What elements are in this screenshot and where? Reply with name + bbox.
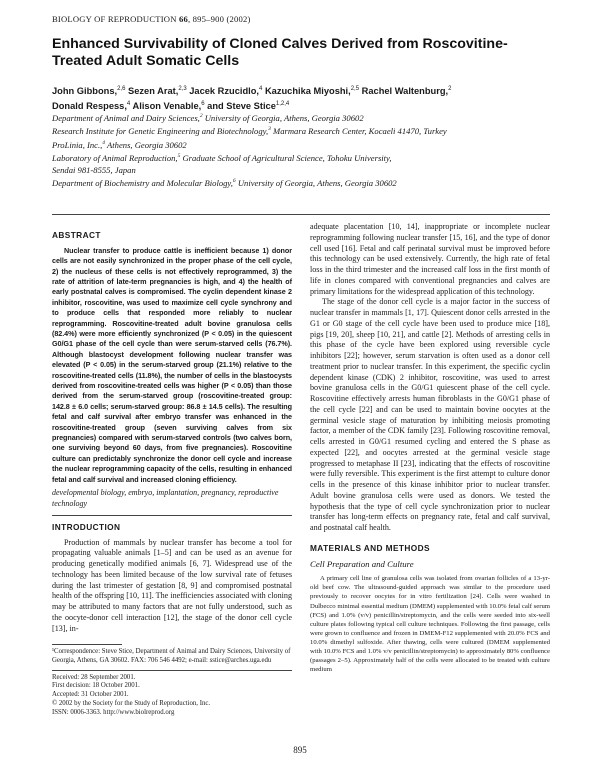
author: John Gibbons,$^{2,6}$: [52, 86, 126, 97]
affiliation-line: ProLinia, Inc.,$^4$ Athens, Georgia 30602: [52, 139, 187, 150]
affiliation-line: Research Institute for Genetic Engineering and Biotechnology,$^3$ Marmara Research Center, Kocaeli 41470, Turkey: [52, 126, 447, 137]
journal-pages: 895–900 (2002): [192, 14, 251, 24]
author: Alison Venable,$^6$: [132, 101, 205, 112]
correspondence-footnote: [52, 648, 292, 718]
article-dates: [52, 674, 292, 718]
introduction-continued: adequate placentation [10, 14], inappropriate or incomplete nuclear reprogramming following nuclear transfer [15, 16], and the type of donor cell used [16]. Fetal and calf perinatal survival must be improved before this technology can be used extensively. Currently, the high rate of fetal loss in the third trimester and the increased calf loss in the first month of life in clones compared with conventional pregnancies and calves are primary limitations for the widespread application of this technology.: [310, 222, 550, 296]
introduction-paragraph-2: The stage of the donor cell cycle is a major factor in the success of nuclear transfer in mammals [1, 17]. Quiescent donor cells arrested in the G1 or G0 stage of the cell cycle have been used to produce mice [18], pigs [19, 20], sheep [10, 21], and cattle [2]. Methods of arresting cells in this phase of the cycle have been explored using reversible cycle inhibitors [22]; however, serum starvation is often used as a donor cell treatment prior to nuclear transfer. In this experiment, the specific cyclin dependent kinase (CDK) 2 inhibitor, roscovitine, was used to arrest bovine granulosa cells in the G0/G1 quiescent phase of the cell cycle. Roscovitine effectively arrests human fibroblasts in the G0/G1 phase of the cell cycle [22] and can be used to maintain bovine oocytes at the germinal vesicle stage of maturation by inhibiting meiosis promoting factor, a member of the CDK family [23]. Following roscovitine removal, cells arrested in G0/G1 resumed cycling and entered the S phase as expected [22], and oocytes arrested at the germinal vesicle stage progressed to metaphase II [23], indicating that the effects of roscovitine were fully reversible. This experiment is the first attempt to culture donor cells in the presence of this kinase inhibitor prior to nuclear transfer. Adult bovine granulosa cells were used as donors. We tested the hypothesis that the type of cell cycle synchronization prior to nuclear transfer has long-term effects on pregnancy rate, fetal and calf survival, and postnatal calf health.: [310, 297, 550, 532]
received-date: Received: 28 September 2001.: [52, 673, 136, 681]
page-number: 895: [293, 745, 307, 755]
section-divider: [52, 515, 292, 516]
author: and Steve Stice$^{1,2,4}$: [207, 101, 290, 112]
abstract: [52, 246, 292, 485]
methods-subheading: Cell Preparation and Culture: [310, 558, 414, 569]
author: Kazuchika Miyoshi,$^{2,5}$: [264, 86, 360, 97]
article-title: Enhanced Survivability of Cloned Calves Derived from Roscovitine-Treated Adult Somatic Cells: [52, 36, 508, 69]
issn-line: ISSN: 0006-3363. http://www.biolreprod.org: [52, 708, 175, 716]
journal-name: BIOLOGY OF REPRODUCTION: [52, 14, 177, 24]
introduction-text: Production of mammals by nuclear transfer has become a tool for propagating valuable animals [1–5] and can be used as an avenue for producing genetically modified animals [6, 7]. Widespread use of the technology has been limited because of the low survival rate of fetuses during the last trimester of gestation [8, 9] and compromised postnatal health of the offspring [10, 11]. The inefficiencies associated with cloning may be attributed to many factors that are not fully understood, such as the oocyte-donor cell interaction [12], the stage of the donor cell cycle [13], in-: [52, 537, 292, 633]
affiliation-line: Sendai 981-8555, Japan: [52, 164, 136, 175]
footnote-divider: [52, 644, 122, 645]
author-list: [52, 83, 552, 113]
methods-text: A primary cell line of granulosa cells was isolated from ovarian follicles of a 13-yr-old beef cow. The ultrasound-guided approach was similar to the procedure used previously to recover oocytes for in vitro fertilization [24]. Cells were washed in Dulbecco minimal essential medium (DMEM) supplemented with 10.0% fetal calf serum (FCS) and 1.0% (v/v) penicillin/streptomycin, and the cells were seeded into six-well culture plates following typical cell culture techniques. Following the first passage, cells were grown to confluence and frozen in DMEM-F12 supplemented with 20.0% FCS and 10.0% dimethyl sulfoxide. After thawing, cells were cultured (DMEM supplemented with 10.0% FCS and 1.0% v/v penicillin/streptomycin) to approximately 80% confluence (passages 2–5). Approximately half of the cells were allocated to be treated with culture medium: [310, 575, 550, 674]
author: Jacek Rzucidlo,$^4$: [189, 86, 263, 97]
left-column: [52, 222, 292, 634]
keywords: developmental biology, embryo, implantation, pregnancy, reproductive technology: [52, 488, 279, 508]
right-column: [310, 222, 550, 674]
accepted-date: Accepted: 31 October 2001.: [52, 691, 129, 699]
author: Donald Respess,$^4$: [52, 101, 131, 112]
affiliations: [52, 111, 552, 190]
running-head: BIOLOGY OF REPRODUCTION 66, 895–900 (2002): [52, 14, 251, 24]
abstract-text: Nuclear transfer to produce cattle is inefficient because 1) donor cells are not easily synchronized in the proper phase of the cell cycle, 2) the nucleus of these cells is not effectively reprogrammed, 3) the rate of attrition of late-term pregnancies is high, and 4) the health of early postnatal calves is compromised. The cyclin dependent kinase 2 inhibitor, roscovitine, was used to maximize cell cycle synchrony and to produce cells that responded more reliably to nuclear reprogramming. Roscovitine-treated adult bovine granulosa cells (82.4%) were more efficiently synchronized (P < 0.05) in the quiescent G0/G1 phase of the cell cycle than were serum-starved cells (76.7%). Although blastocyst development following nuclear transfer was elevated (P < 0.05) in the serum-starved group (21.1%) relative to the roscovitine-treated cells (11.8%), the number of cells in the blastocysts derived from roscovitine-treated cells was higher (P < 0.05) than those derived from the serum-starved group (roscovitine-treated group: 142.8 ± 6.0 cells; serum-starved group: 86.8 ± 14.5 cells). The resulting fetal and calf survival after embryo transfer was enhanced in the roscovitine-treated group (seven surviving calves from six pregnancies) compared with serum-starved controls (two calves born, one surviving beyond 60 days, from five pregnancies). Roscovitine culture can predictably synchronize the donor cell cycle and increase the nuclear reprogramming capacity of the cells, resulting in enhanced fetal and calf survival and increased cloning efficiency.: [52, 245, 292, 484]
methods-heading: MATERIALS AND METHODS: [310, 542, 430, 553]
affiliation-line: Department of Animal and Dairy Sciences,$^2$ University of Georgia, Athens, Georgia 30602: [52, 112, 364, 123]
first-decision-date: First decision: 18 October 2001.: [52, 682, 140, 690]
affiliation-line: Laboratory of Animal Reproduction,$^5$ Graduate School of Agricultural Science, Tohoku University,: [52, 153, 392, 164]
author: Sezen Arat,$^{2,3}$: [128, 86, 187, 97]
dates-divider: [52, 670, 292, 671]
header-divider: [52, 214, 550, 215]
introduction-heading: INTRODUCTION: [52, 521, 121, 532]
journal-volume: 66: [178, 14, 188, 24]
affiliation-line: Department of Biochemistry and Molecular Biology,$^6$ University of Georgia, Athens, Georgia 30602: [52, 178, 397, 189]
copyright-line: © 2002 by the Society for the Study of Reproduction, Inc.: [52, 699, 211, 707]
author: Rachel Waltenburg,$^2$: [361, 86, 452, 97]
abstract-heading: ABSTRACT: [52, 230, 101, 240]
correspondence-text: ¹Correspondence: Steve Stice, Department of Animal and Dairy Sciences, University of Georgia, Athens, GA 30602. FAX: 706 546 4492; e-mail: sstice@arches.uga.edu: [52, 648, 291, 664]
